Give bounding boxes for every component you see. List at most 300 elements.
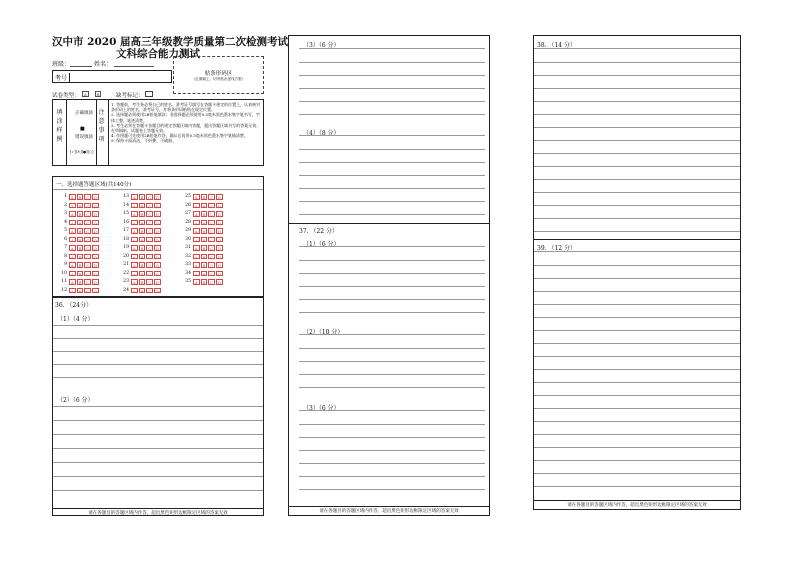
answer-line[interactable] [299, 201, 485, 202]
answer-line[interactable] [534, 88, 740, 89]
q37-part3-label: （3）（6 分） [303, 405, 340, 412]
q37-part1-label: （1）（6 分） [303, 241, 340, 248]
paper-type-label: 试卷类型： [52, 93, 80, 99]
mc-option-4-d[interactable]: D [93, 220, 97, 226]
mc-option-3-a[interactable]: A [70, 212, 74, 217]
answer-line[interactable] [299, 299, 485, 300]
answer-line[interactable] [534, 127, 740, 128]
mc-option-34-b[interactable]: B [202, 271, 206, 277]
mc-question-23 [121, 279, 162, 285]
answer-line[interactable] [299, 334, 485, 335]
mc-option-5-b[interactable]: B [78, 229, 82, 234]
answer-line[interactable] [299, 489, 485, 490]
mc-option-19-d[interactable]: D [155, 246, 159, 251]
mc-option-12-d[interactable]: D [93, 288, 97, 294]
mc-option-2-d[interactable]: D [93, 203, 97, 209]
mc-option-12-b[interactable]: B [78, 288, 82, 294]
q37-part2-label: （2）（10 分） [303, 329, 344, 336]
answer-line[interactable] [53, 462, 263, 463]
answer-line[interactable] [299, 214, 485, 215]
mc-option-30-a[interactable]: A [194, 237, 198, 243]
mc-option-6-c[interactable]: C [86, 237, 90, 243]
answer-line[interactable] [534, 278, 740, 279]
mc-option-24-b[interactable]: B [140, 288, 144, 294]
absent-label: 缺考标记： [116, 93, 144, 99]
mc-option-27-b[interactable]: B [202, 212, 206, 217]
answer-line[interactable] [299, 114, 485, 115]
answer-line[interactable] [534, 434, 740, 435]
mc-option-23-a[interactable]: A [132, 280, 136, 285]
mc-question-number: 29 [185, 228, 191, 233]
mc-question-number: 19 [123, 245, 129, 250]
mc-question-26 [183, 203, 224, 209]
answer-line[interactable] [53, 490, 263, 491]
answer-line[interactable] [534, 48, 740, 49]
mc-question-number: 20 [123, 253, 129, 259]
answer-line[interactable] [534, 166, 740, 167]
mc-option-30-d[interactable]: D [217, 237, 221, 243]
mc-option-26-b[interactable]: B [202, 203, 206, 209]
mc-option-3-b[interactable]: B [78, 212, 82, 217]
answer-line[interactable] [299, 387, 485, 388]
mc-option-29-c[interactable]: C [210, 229, 214, 234]
mc-section [52, 176, 264, 297]
q37-title: 37. （22 分） [299, 228, 338, 235]
mc-option-19-c[interactable]: C [148, 246, 152, 251]
answer-line[interactable] [299, 188, 485, 189]
mc-option-31-a[interactable]: A [194, 246, 198, 251]
mc-question-number: 6 [64, 236, 67, 242]
mc-option-5-d[interactable]: D [93, 229, 97, 234]
mc-option-9-a[interactable]: A [70, 263, 74, 268]
mc-option-19-a[interactable]: A [132, 246, 136, 251]
barcode-area [173, 56, 264, 94]
mc-option-5-c[interactable]: C [86, 229, 90, 234]
mc-option-23-b[interactable]: B [140, 280, 144, 285]
mc-option-35-d[interactable]: D [217, 280, 221, 285]
answer-line[interactable] [534, 382, 740, 383]
mc-option-32-d[interactable]: D [217, 254, 221, 260]
answer-line[interactable] [53, 476, 263, 477]
mc-option-25-a[interactable]: A [194, 195, 198, 200]
mc-question-number: 30 [185, 236, 191, 242]
mc-option-14-a[interactable]: A [132, 203, 136, 209]
mc-question-number: 8 [64, 253, 67, 259]
mc-option-26-a[interactable]: A [194, 203, 198, 209]
mc-option-34-a[interactable]: A [194, 271, 198, 277]
absent-checkbox[interactable] [145, 91, 153, 97]
mc-option-31-c[interactable]: C [210, 246, 214, 251]
answer-line[interactable] [534, 114, 740, 115]
mc-option-7-c[interactable]: C [86, 246, 90, 251]
mc-question-number: 24 [123, 287, 129, 293]
mc-option-23-d[interactable]: D [155, 280, 159, 285]
answer-line[interactable] [53, 325, 263, 326]
mc-option-4-b[interactable]: B [78, 220, 82, 226]
mc-option-11-b[interactable]: B [78, 280, 82, 285]
mc-option-18-d[interactable]: D [155, 237, 159, 243]
mc-option-1-b[interactable]: B [78, 195, 82, 200]
mc-question-number: 11 [61, 279, 67, 284]
wrong-fill-marks: [✓][✗][●][○] [70, 150, 94, 154]
mc-option-15-b[interactable]: B [140, 212, 144, 217]
mc-question-24 [121, 288, 162, 294]
mc-question-number: 16 [123, 219, 129, 225]
mc-option-33-a[interactable]: A [194, 263, 198, 268]
mc-option-20-c[interactable]: C [148, 254, 152, 260]
answer-line[interactable] [299, 374, 485, 375]
answer-line[interactable] [299, 410, 485, 411]
mc-question-number: 18 [123, 236, 129, 242]
mc-option-2-a[interactable]: A [70, 203, 74, 209]
mc-question-number: 4 [64, 219, 67, 225]
mc-question-number: 32 [185, 253, 191, 259]
mc-question-number: 33 [185, 262, 191, 267]
mc-option-27-c[interactable]: C [210, 212, 214, 217]
answer-line[interactable] [534, 265, 740, 266]
mc-option-1-d[interactable]: D [93, 195, 97, 200]
answer-line[interactable] [299, 437, 485, 438]
mc-question-19 [121, 245, 162, 251]
mc-option-9-d[interactable]: D [93, 263, 97, 268]
mc-option-4-a[interactable]: A [70, 220, 74, 226]
answer-line[interactable] [53, 351, 263, 352]
mc-option-17-d[interactable]: D [155, 229, 159, 234]
mc-option-10-c[interactable]: C [86, 271, 90, 277]
mc-option-22-d[interactable]: D [155, 271, 159, 277]
answer-line[interactable] [534, 231, 740, 232]
mc-option-8-a[interactable]: A [70, 254, 74, 260]
mc-option-29-d[interactable]: D [217, 229, 221, 234]
mc-option-25-d[interactable]: D [217, 195, 221, 200]
mc-question-10 [59, 271, 100, 277]
mc-option-32-a[interactable]: A [194, 254, 198, 260]
fill-example-box [52, 99, 264, 166]
mc-option-33-d[interactable]: D [217, 263, 221, 268]
mc-option-31-d[interactable]: D [217, 246, 221, 251]
exam-subtitle: 文科综合能力测试 [116, 48, 200, 60]
mc-option-13-a[interactable]: A [132, 195, 136, 200]
mc-question-12 [59, 288, 100, 294]
mc-option-11-a[interactable]: A [70, 280, 74, 285]
q36-part2-label: （2）（6 分） [57, 397, 94, 404]
mc-question-7 [59, 245, 100, 251]
mc-question-33 [183, 262, 224, 268]
answer-line[interactable] [299, 361, 485, 362]
mc-question-number: 10 [61, 270, 67, 276]
mc-option-10-a[interactable]: A [70, 271, 74, 277]
mc-option-7-a[interactable]: A [70, 246, 74, 251]
mc-question-2 [59, 203, 100, 209]
answer-line[interactable] [534, 356, 740, 357]
mc-question-20 [121, 254, 162, 260]
mc-option-33-b[interactable]: B [202, 263, 206, 268]
mc-option-17-a[interactable]: A [132, 229, 136, 234]
mc-option-15-c[interactable]: C [148, 212, 152, 217]
paper-type-a[interactable]: A [83, 92, 87, 97]
mc-option-30-c[interactable]: C [210, 237, 214, 243]
mc-question-number: 35 [185, 279, 191, 284]
answer-line[interactable] [299, 450, 485, 451]
answer-line[interactable] [534, 251, 740, 252]
exam-no-box[interactable] [52, 70, 172, 83]
correct-fill-mark: ■ [80, 126, 85, 132]
fill-example-vertical: 填 涂 样 例 [56, 109, 63, 143]
mc-question-6 [59, 237, 100, 243]
mc-question-number: 31 [185, 245, 191, 250]
mc-option-11-d[interactable]: D [93, 280, 97, 285]
correct-fill-label: 正确填涂 [75, 111, 93, 116]
answer-line[interactable] [299, 312, 485, 313]
mc-option-14-d[interactable]: D [155, 203, 159, 209]
exam-no-label: 考号 [53, 73, 70, 82]
mc-option-30-b[interactable]: B [202, 237, 206, 243]
mc-option-2-b[interactable]: B [78, 203, 82, 209]
mc-question-number: 5 [64, 228, 67, 233]
answer-line[interactable] [534, 62, 740, 63]
paper-type-b[interactable]: B [96, 92, 100, 97]
mc-option-6-a[interactable]: A [70, 237, 74, 243]
mc-option-8-d[interactable]: D [93, 254, 97, 260]
mc-question-15 [121, 211, 162, 217]
answer-line[interactable] [299, 476, 485, 477]
q36-title: 36. （24分） [55, 302, 93, 309]
mc-question-16 [121, 220, 162, 226]
mc-option-15-a[interactable]: A [132, 212, 136, 217]
mc-option-7-d[interactable]: D [93, 246, 97, 251]
mc-option-34-c[interactable]: C [210, 271, 214, 277]
mc-option-31-b[interactable]: B [202, 246, 206, 251]
answer-line[interactable] [299, 260, 485, 261]
mc-option-35-b[interactable]: B [202, 280, 206, 285]
mc-option-14-c[interactable]: C [148, 203, 152, 209]
mc-question-number: 23 [123, 279, 129, 284]
answer-line[interactable] [53, 364, 263, 365]
footer-warning-col3: 请在各题目的答题区域内作答，超出黑色矩形边框限定区域的答案无效 [534, 500, 740, 508]
mc-option-8-b[interactable]: B [78, 254, 82, 260]
mc-option-19-b[interactable]: B [140, 246, 144, 251]
mc-question-35 [183, 279, 224, 285]
mc-question-number: 12 [61, 287, 67, 293]
mc-option-17-c[interactable]: C [148, 229, 152, 234]
mc-option-29-b[interactable]: B [202, 229, 206, 234]
class-label: 班级： [52, 61, 71, 68]
mc-question-number: 26 [185, 202, 191, 208]
answer-line[interactable] [299, 101, 485, 102]
answer-line[interactable] [534, 205, 740, 206]
mc-option-18-c[interactable]: C [148, 237, 152, 243]
mc-option-10-b[interactable]: B [78, 271, 82, 277]
mc-option-26-c[interactable]: C [210, 203, 214, 209]
answer-line[interactable] [299, 463, 485, 464]
mc-option-21-b[interactable]: B [140, 263, 144, 268]
mc-option-2-c[interactable]: C [86, 203, 90, 209]
barcode-area-note: （正面朝上，切勿贴出虚线方框） [191, 77, 246, 81]
answer-line[interactable] [299, 149, 485, 150]
mc-option-24-a[interactable]: A [132, 288, 136, 294]
mc-option-32-b[interactable]: B [202, 254, 206, 260]
answer-line[interactable] [534, 317, 740, 318]
notes-vertical: 注 意 事 项 [98, 109, 105, 143]
mc-option-25-b[interactable]: B [202, 195, 206, 200]
answer-line[interactable] [534, 153, 740, 154]
mc-option-22-b[interactable]: B [140, 271, 144, 277]
mc-option-32-c[interactable]: C [210, 254, 214, 260]
class-field[interactable] [70, 66, 92, 67]
mc-question-number: 21 [123, 262, 129, 267]
mc-option-16-a[interactable]: A [132, 220, 136, 226]
answer-line[interactable] [534, 369, 740, 370]
answer-line[interactable] [534, 473, 740, 474]
answer-line[interactable] [534, 395, 740, 396]
answer-line[interactable] [299, 62, 485, 63]
mc-option-20-b[interactable]: B [140, 254, 144, 260]
mc-option-12-c[interactable]: C [86, 288, 90, 294]
mc-option-28-b[interactable]: B [202, 220, 206, 226]
mc-question-11 [59, 279, 100, 285]
mc-option-21-d[interactable]: D [155, 263, 159, 268]
mc-option-1-a[interactable]: A [70, 195, 74, 200]
answer-line[interactable] [299, 162, 485, 163]
answer-line[interactable] [534, 330, 740, 331]
mc-option-20-d[interactable]: D [155, 254, 159, 260]
mc-option-4-c[interactable]: C [86, 220, 90, 226]
mc-question-number: 17 [123, 228, 129, 233]
mc-option-28-d[interactable]: D [217, 220, 221, 226]
mc-question-number: 7 [64, 245, 67, 250]
mc-option-16-d[interactable]: D [155, 220, 159, 226]
mc-option-7-b[interactable]: B [78, 246, 82, 251]
answer-line[interactable] [534, 343, 740, 344]
mc-option-27-a[interactable]: A [194, 212, 198, 217]
mc-option-35-c[interactable]: C [210, 280, 214, 285]
mc-option-28-a[interactable]: A [194, 220, 198, 226]
mc-option-16-c[interactable]: C [148, 220, 152, 226]
mc-option-1-c[interactable]: C [86, 195, 90, 200]
name-field[interactable] [114, 66, 154, 67]
answer-line[interactable] [299, 348, 485, 349]
col3-section [533, 35, 741, 510]
q38-title: 38. （14 分） [537, 42, 576, 49]
mc-question-29 [183, 228, 224, 234]
notes-text: 1. 答题前，考生务必将自己的姓名、准考证号填写在答题卡规定的位置上，认真核对条形码上的姓名、准考证号，并将条形码粘贴在规定位置。 2. 选择题必须使用2B铅笔填涂；非选择题必须使用0.5毫米黑色墨水签字笔书写，字体工整，笔迹清楚。 3. 考生必须在答题卡各题目的规定答题区域内答题，超出答题区域书写的答案无效；在草稿纸、试题卷上答题无效。 4. 作图题可先使用2B铅笔作答，确认后再用0.5毫米黑色墨水签字笔描清楚。 5. 保持卡面清洁，不折叠、不破损。 [111, 102, 261, 144]
answer-line[interactable] [53, 434, 263, 435]
mc-option-20-a[interactable]: A [132, 254, 136, 260]
answer-line[interactable] [299, 424, 485, 425]
answer-line[interactable] [534, 179, 740, 180]
mc-option-27-d[interactable]: D [217, 212, 221, 217]
mc-option-11-c[interactable]: C [86, 280, 90, 285]
mc-question-number: 2 [64, 202, 67, 208]
mc-question-number: 25 [185, 194, 191, 199]
mc-option-13-d[interactable]: D [155, 195, 159, 200]
answer-line[interactable] [299, 75, 485, 76]
mc-option-18-a[interactable]: A [132, 237, 136, 243]
mc-option-21-a[interactable]: A [132, 263, 136, 268]
answer-line[interactable] [534, 447, 740, 448]
mc-option-23-c[interactable]: C [148, 280, 152, 285]
mc-option-22-a[interactable]: A [132, 271, 136, 277]
mc-question-31 [183, 245, 224, 251]
mc-option-17-b[interactable]: B [140, 229, 144, 234]
answer-line[interactable] [53, 448, 263, 449]
answer-line[interactable] [534, 101, 740, 102]
answer-line[interactable] [534, 486, 740, 487]
mc-question-28 [183, 220, 224, 226]
mc-option-6-b[interactable]: B [78, 237, 82, 243]
mc-option-13-c[interactable]: C [148, 195, 152, 200]
answer-line[interactable] [53, 377, 263, 378]
answer-line[interactable] [534, 192, 740, 193]
mc-option-33-c[interactable]: C [210, 263, 214, 268]
mc-option-21-c[interactable]: C [148, 263, 152, 268]
mc-question-17 [121, 228, 162, 234]
answer-line[interactable] [534, 291, 740, 292]
mc-option-15-d[interactable]: D [155, 212, 159, 217]
mc-option-18-b[interactable]: B [140, 237, 144, 243]
mc-option-28-c[interactable]: C [210, 220, 214, 226]
answer-line[interactable] [534, 140, 740, 141]
mc-option-12-a[interactable]: A [70, 288, 74, 294]
answer-line[interactable] [53, 338, 263, 339]
answer-line[interactable] [53, 406, 263, 407]
answer-line[interactable] [299, 88, 485, 89]
mc-option-3-c[interactable]: C [86, 212, 90, 217]
exam-title: 汉中市 2020 届高三年级教学质量第二次检测考试 [52, 36, 289, 48]
mc-option-9-c[interactable]: C [86, 263, 90, 268]
answer-line[interactable] [534, 75, 740, 76]
mc-question-5 [59, 228, 100, 234]
answer-line[interactable] [534, 460, 740, 461]
answer-line[interactable] [53, 420, 263, 421]
mc-option-24-d[interactable]: D [155, 288, 159, 294]
answer-line[interactable] [299, 273, 485, 274]
answer-line[interactable] [299, 286, 485, 287]
mc-option-5-a[interactable]: A [70, 229, 74, 234]
answer-line[interactable] [534, 421, 740, 422]
answer-line[interactable] [534, 408, 740, 409]
mc-option-24-c[interactable]: C [148, 288, 152, 294]
answer-line[interactable] [299, 246, 485, 247]
mc-option-22-c[interactable]: C [148, 271, 152, 277]
mc-question-number: 14 [123, 202, 129, 208]
mc-option-8-c[interactable]: C [86, 254, 90, 260]
answer-line[interactable] [534, 218, 740, 219]
mc-option-26-d[interactable]: D [217, 203, 221, 209]
answer-line[interactable] [299, 135, 485, 136]
mc-option-35-a[interactable]: A [194, 280, 198, 285]
answer-line[interactable] [534, 304, 740, 305]
answer-line[interactable] [299, 48, 485, 49]
mc-option-16-b[interactable]: B [140, 220, 144, 226]
mc-question-21 [121, 262, 162, 268]
answer-line[interactable] [299, 175, 485, 176]
mc-question-3 [59, 211, 100, 217]
mc-option-14-b[interactable]: B [140, 203, 144, 209]
mc-question-25 [183, 194, 224, 200]
mc-option-10-d[interactable]: D [93, 271, 97, 277]
mc-option-9-b[interactable]: B [78, 263, 82, 268]
mc-option-6-d[interactable]: D [93, 237, 97, 243]
mc-question-number: 9 [64, 262, 67, 267]
mc-option-13-b[interactable]: B [140, 195, 144, 200]
mc-option-29-a[interactable]: A [194, 229, 198, 234]
mc-question-8 [59, 254, 100, 260]
mc-option-3-d[interactable]: D [93, 212, 97, 217]
mc-option-25-c[interactable]: C [210, 195, 214, 200]
mc-question-32 [183, 254, 224, 260]
mc-option-34-d[interactable]: D [217, 271, 221, 277]
